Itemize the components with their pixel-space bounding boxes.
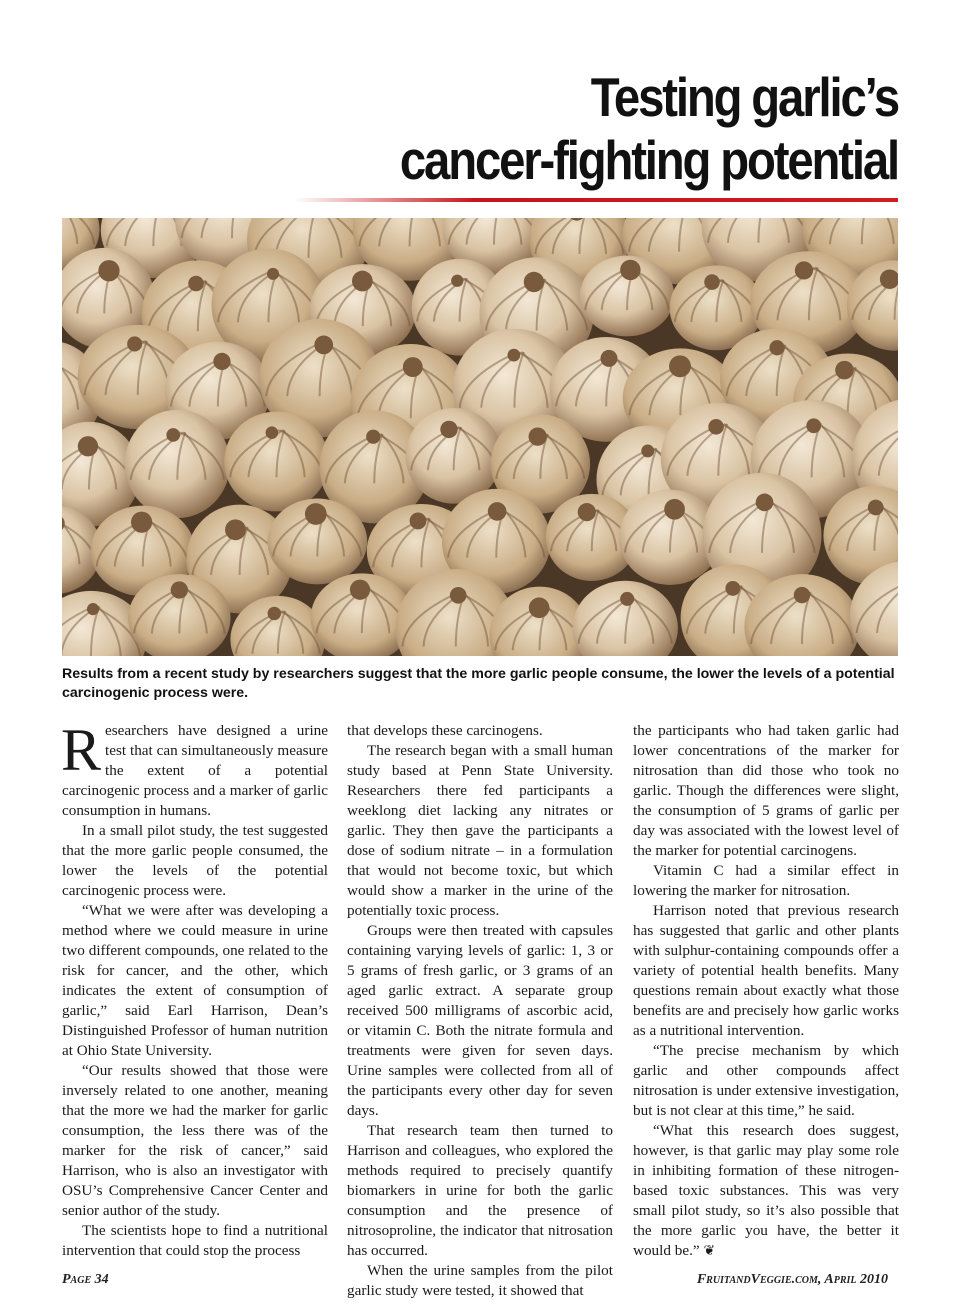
paragraph xyxy=(61,717,328,821)
garlic-stem xyxy=(795,261,813,279)
page-number: Page 34 xyxy=(62,1272,109,1287)
garlic-bulbs-image xyxy=(62,218,898,656)
garlic-stem xyxy=(87,603,99,615)
garlic-stem xyxy=(131,512,152,533)
paragraph: That research team then turned to Harrison and colleagues, who explored the methods required to precisely quantify biomarkers in urine for both the garlic consumption and the presence of nitrosoproline, the indicator that nitrosation has occurred. xyxy=(347,1122,613,1259)
garlic-stem xyxy=(188,276,204,292)
garlic-stem xyxy=(835,361,854,380)
garlic-stem xyxy=(507,349,520,362)
garlic-stem xyxy=(620,260,640,280)
garlic-stem xyxy=(664,499,685,520)
garlic-stem xyxy=(268,607,281,620)
paragraph: “What we were after was developing a method where we could measure in urine two different compounds, one related to the risk for cancer, and the other, which indicates the extent of consumption of garlic,” said Earl Harrison, Dean’s Distinguished Professor of human nutrition at Ohio State University. xyxy=(62,902,328,1059)
garlic-stem xyxy=(78,436,98,456)
paragraph: Harrison noted that previous research has suggested that garlic and other plants with sulphur-containing compounds offer a variety of potential health benefits. Many questions remain about exactly what those benefits are and precisely how garlic works as a nutritional intervention. xyxy=(633,902,899,1039)
garlic-stem xyxy=(704,274,720,290)
paragraph: the participants who had taken garlic had lower concentrations of the marker for nitrosation than did those who took no garlic. Though the differences were slight, the consumption of 5 grams of garlic per day was associated with the lowest level of the marker for potential carcinogens. xyxy=(633,722,899,859)
title-line-2: cancer-fighting potential xyxy=(399,129,898,191)
garlic-stem xyxy=(725,581,740,596)
article-title xyxy=(365,66,898,192)
garlic-stem xyxy=(225,519,246,540)
garlic-stem xyxy=(366,430,380,444)
paragraph: that develops these carcinogens. xyxy=(347,722,543,739)
paragraph: Vitamin C had a similar effect in lowering the marker for nitrosation. xyxy=(633,862,899,899)
publication-date: FruitandVeggie.com, April 2010 xyxy=(696,1272,888,1287)
garlic-stem xyxy=(171,581,188,598)
garlic-stem xyxy=(524,272,544,292)
title-line-1: Testing garlic’s xyxy=(590,66,898,128)
garlic-stem xyxy=(403,357,423,377)
garlic-stem xyxy=(529,597,550,618)
garlic-stem xyxy=(600,350,617,367)
garlic-stem xyxy=(641,445,654,458)
paragraph: In a small pilot study, the test suggested that the more garlic people consumed, the lower the levels of the potential carcinogenic process were. xyxy=(62,822,328,899)
garlic-stem xyxy=(305,503,327,525)
paragraph xyxy=(633,1121,899,1261)
photo-caption: Results from a recent study by researchers suggest that the more garlic people consume, the lower the levels of a potential carcinogenic process were. xyxy=(62,666,895,701)
end-mark-icon: ❦ xyxy=(703,1243,716,1259)
drop-cap: R xyxy=(61,717,102,783)
paragraph: The scientists hope to find a nutritional intervention that could stop the process xyxy=(62,1222,328,1259)
garlic-stem xyxy=(440,421,457,438)
garlic-stem xyxy=(266,426,279,439)
garlic-stem xyxy=(756,494,774,512)
garlic-stem xyxy=(350,580,370,600)
garlic-stem xyxy=(451,275,463,287)
garlic-stem xyxy=(529,427,547,445)
garlic-stem xyxy=(450,587,467,604)
garlic-stem xyxy=(410,513,427,530)
garlic-stem xyxy=(98,260,119,281)
paragraph: The research began with a small human study based at Penn State University. Researchers there fed participants a weeklong diet lacking any nitrates or garlic. They then gave the participants a dose of sodium nitrate – in a formulation that would not become toxic, but which would show a marker in the urine of the potentially toxic process. xyxy=(347,742,613,919)
paragraph: Groups were then treated with capsules containing varying levels of garlic: 1, 3 or 5 grams of fresh garlic, or 3 grams of an aged garlic extract. A separate group received 500 milligrams of ascorbic acid, or vitamin C. Both the nitrate formula and treatments were given for seven days. Urine samples were collected from all of the participants every other day for seven days. xyxy=(347,922,613,1119)
garlic-stem xyxy=(213,353,230,370)
paragraph: “The precise mechanism by which garlic and other compounds affect nitrosation is under extensive investigation, but is not clear at this time,” he said. xyxy=(633,1042,899,1119)
garlic-stem xyxy=(166,428,180,442)
garlic-stem xyxy=(127,336,142,351)
garlic-stem xyxy=(708,419,724,435)
garlic-stem xyxy=(669,355,691,377)
garlic-stem xyxy=(769,340,784,355)
article-column-2 xyxy=(347,721,613,1301)
paragraph-text: “What this research does suggest, however, is that garlic may play some role in inhibiting formation of these nitrogen-based toxic substances. This was very small pilot study, so it’s also possible that the more garlic you have, the better it would be.” xyxy=(633,1122,899,1259)
garlic-photo xyxy=(62,218,898,656)
garlic-stem xyxy=(267,268,279,280)
garlic-stem xyxy=(314,336,333,355)
garlic-stem xyxy=(806,418,821,433)
garlic-stem xyxy=(620,592,634,606)
garlic-stem xyxy=(868,500,884,516)
article-column-1 xyxy=(61,717,328,1261)
paragraph: “Our results showed that those were inversely related to one another, meaning that the more we had the marker for garlic consumption, the less there was of the marker for the risk of cancer,” said Harrison, who is also an investigator with OSU’s Comprehensive Cancer Center and senior author of the study. xyxy=(62,1062,328,1219)
article-column-3 xyxy=(633,721,899,1261)
garlic-stem xyxy=(578,503,596,521)
paragraph: When the urine samples from the pilot garlic study were tested, it showed that xyxy=(347,1262,613,1299)
garlic-stem xyxy=(488,502,507,521)
garlic-stem xyxy=(794,587,810,603)
paragraph-text: esearchers have designed a urine test that can simultaneously measure the extent of a potential carcinogenic process and a marker of garlic consumption in humans. xyxy=(62,722,328,819)
title-underline xyxy=(294,198,898,202)
garlic-stem xyxy=(352,271,373,292)
